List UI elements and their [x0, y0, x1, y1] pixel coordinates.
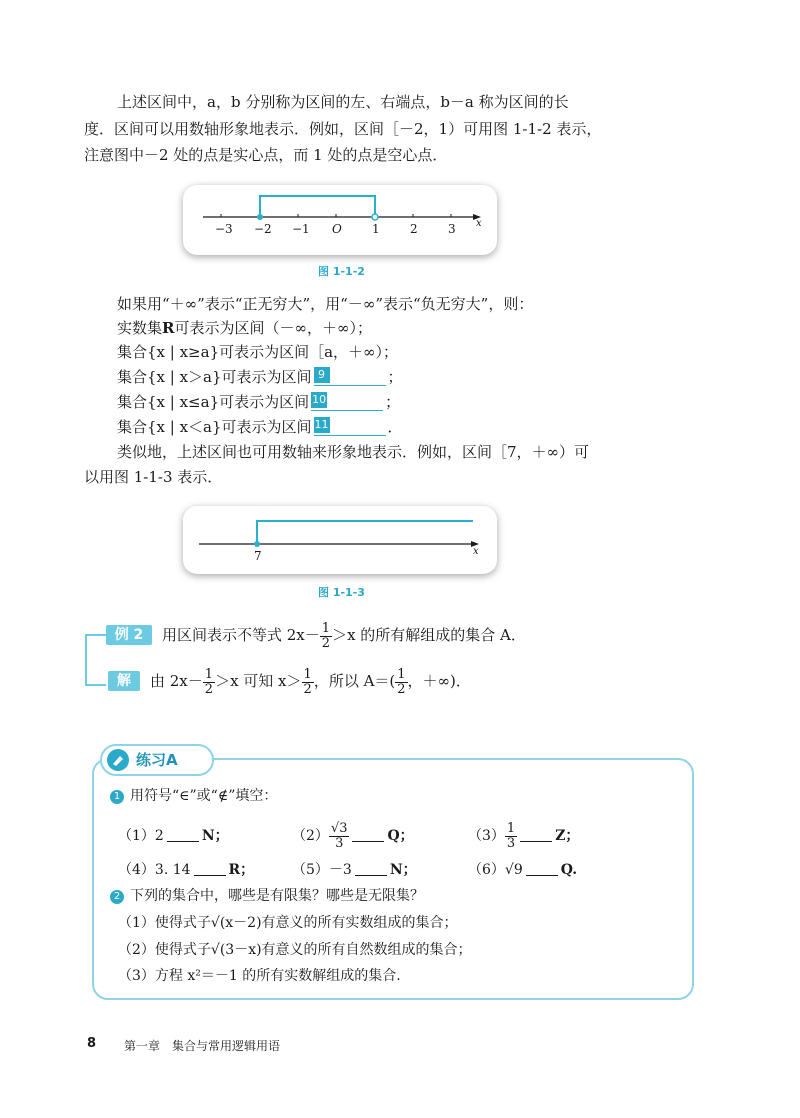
figure-1-1-2 — [183, 185, 497, 255]
exercise-title-pill — [100, 744, 214, 776]
fraction: $\frac{1}{2}$ — [397, 666, 406, 697]
tick-label: −1 — [292, 222, 310, 236]
fraction: $\frac{√3}{3}$ — [330, 820, 348, 851]
exercise-q1-3: （3） $\frac{1}{3}$ Z； — [468, 820, 580, 851]
exercise-q2-1: （1）使得式子√(x－2)有意义的所有实数组成的集合； — [118, 915, 458, 931]
number-line-2 — [183, 506, 497, 574]
para2-line2: 实数集R可表示为区间（－∞，＋∞）； — [117, 319, 372, 337]
tick-label: 3 — [448, 222, 456, 236]
solution-badge: 解 — [108, 671, 140, 691]
exercise-q1-6: （6）√9 Q. — [468, 862, 578, 878]
page-number: 8 — [87, 1036, 97, 1051]
number-line-1 — [183, 185, 497, 255]
fraction: $\frac{1}{2}$ — [303, 666, 312, 697]
solid-point-minus2 — [257, 214, 263, 220]
figure-caption-1: 图 1-1-2 — [318, 265, 365, 278]
exercise-q2-3: （3）方程 x²＝－1 的所有实数解组成的集合. — [118, 968, 401, 984]
figure-1-1-3 — [183, 506, 497, 574]
para1-line1: 上述区间中，a，b 分别称为区间的左、右端点，b－a 称为区间的长 — [117, 93, 569, 111]
para2-line5: 集合{x | x≤a}可表示为区间 10 ； — [117, 393, 401, 411]
exercise-q1-1: （1）2 N； — [118, 828, 229, 844]
exercise-title: 练习A — [136, 751, 178, 769]
tick-label: −2 — [254, 222, 272, 236]
answer-blank[interactable] — [194, 861, 226, 876]
answer-blank[interactable] — [352, 827, 384, 842]
pencil-icon — [106, 748, 130, 772]
solid-point-7 — [254, 541, 260, 547]
para2-line3: 集合{x | x≥a}可表示为区间［a，＋∞）； — [117, 343, 399, 361]
tick-label: 2 — [410, 222, 418, 236]
fraction: $\frac{1}{2}$ — [204, 666, 214, 697]
chapter-title: 第一章 集合与常用逻辑用语 — [124, 1039, 281, 1053]
exercise-q1: 1 用符号“∈”或“∉”填空： — [110, 786, 277, 806]
exercise-q1-2: （2） $\frac{√3}{3}$ Q； — [292, 820, 414, 851]
tick-label-origin: O — [332, 222, 342, 236]
exercise-q1-4: （4）3. 14 R； — [118, 862, 255, 878]
answer-blank[interactable] — [526, 861, 558, 876]
tick-label: −3 — [215, 222, 233, 236]
axis-label-x: x — [476, 218, 482, 229]
exercise-q1-5: （5）－3 N； — [292, 862, 417, 878]
answer-blank[interactable] — [167, 827, 199, 842]
para1-line2: 度．区间可以用数轴形象地表示．例如，区间［－2，1）可用图 1-1-2 表示， — [84, 120, 602, 138]
para2-line6: 集合{x | x＜a}可表示为区间 11 ． — [117, 418, 403, 436]
para2-line4: 集合{x | x＞a}可表示为区间 9 ； — [117, 368, 403, 386]
hollow-point-1 — [372, 214, 378, 220]
figure-caption-2: 图 1-1-3 — [318, 586, 365, 599]
fill-blank-10[interactable]: 10 — [311, 392, 383, 411]
answer-blank[interactable] — [355, 861, 387, 876]
para2-line8: 以用图 1-1-3 表示． — [84, 468, 223, 486]
para1-line3: 注意图中－2 处的点是实心点，而 1 处的点是空心点． — [84, 146, 448, 164]
fill-blank-11[interactable]: 11 — [314, 417, 386, 436]
axis-label-x: x — [473, 546, 479, 557]
exercise-q2-2: （2）使得式子√(3－x)有意义的所有自然数组成的集合； — [118, 942, 472, 958]
fraction-one-half: $\frac{1}{2}$ — [321, 620, 331, 651]
tick-label: 7 — [254, 549, 262, 563]
para2-line7: 类似地，上述区间也可用数轴来形象地表示．例如，区间［7，＋∞）可 — [117, 443, 590, 461]
example-solution: 由 2x－ $\frac{1}{2}$ ＞x 可知 x＞ $\frac{1}{2}$ ，所以 A＝( $\frac{1}{2}$ ，＋∞)． — [150, 666, 471, 697]
example-badge: 例 2 — [106, 625, 152, 645]
fill-blank-9[interactable]: 9 — [314, 367, 386, 386]
example-question: 用区间表示不等式 2x－ $\frac{1}{2}$ ＞x 的所有解组成的集合 A． — [162, 620, 526, 651]
answer-blank[interactable] — [520, 827, 552, 842]
exercise-q2: 2 下列的集合中，哪些是有限集？哪些是无限集？ — [110, 886, 424, 906]
fraction: $\frac{1}{3}$ — [506, 820, 516, 851]
para2-line1: 如果用“＋∞”表示“正无穷大”，用“－∞”表示“负无穷大”，则： — [117, 295, 534, 313]
tick-label: 1 — [372, 222, 380, 236]
